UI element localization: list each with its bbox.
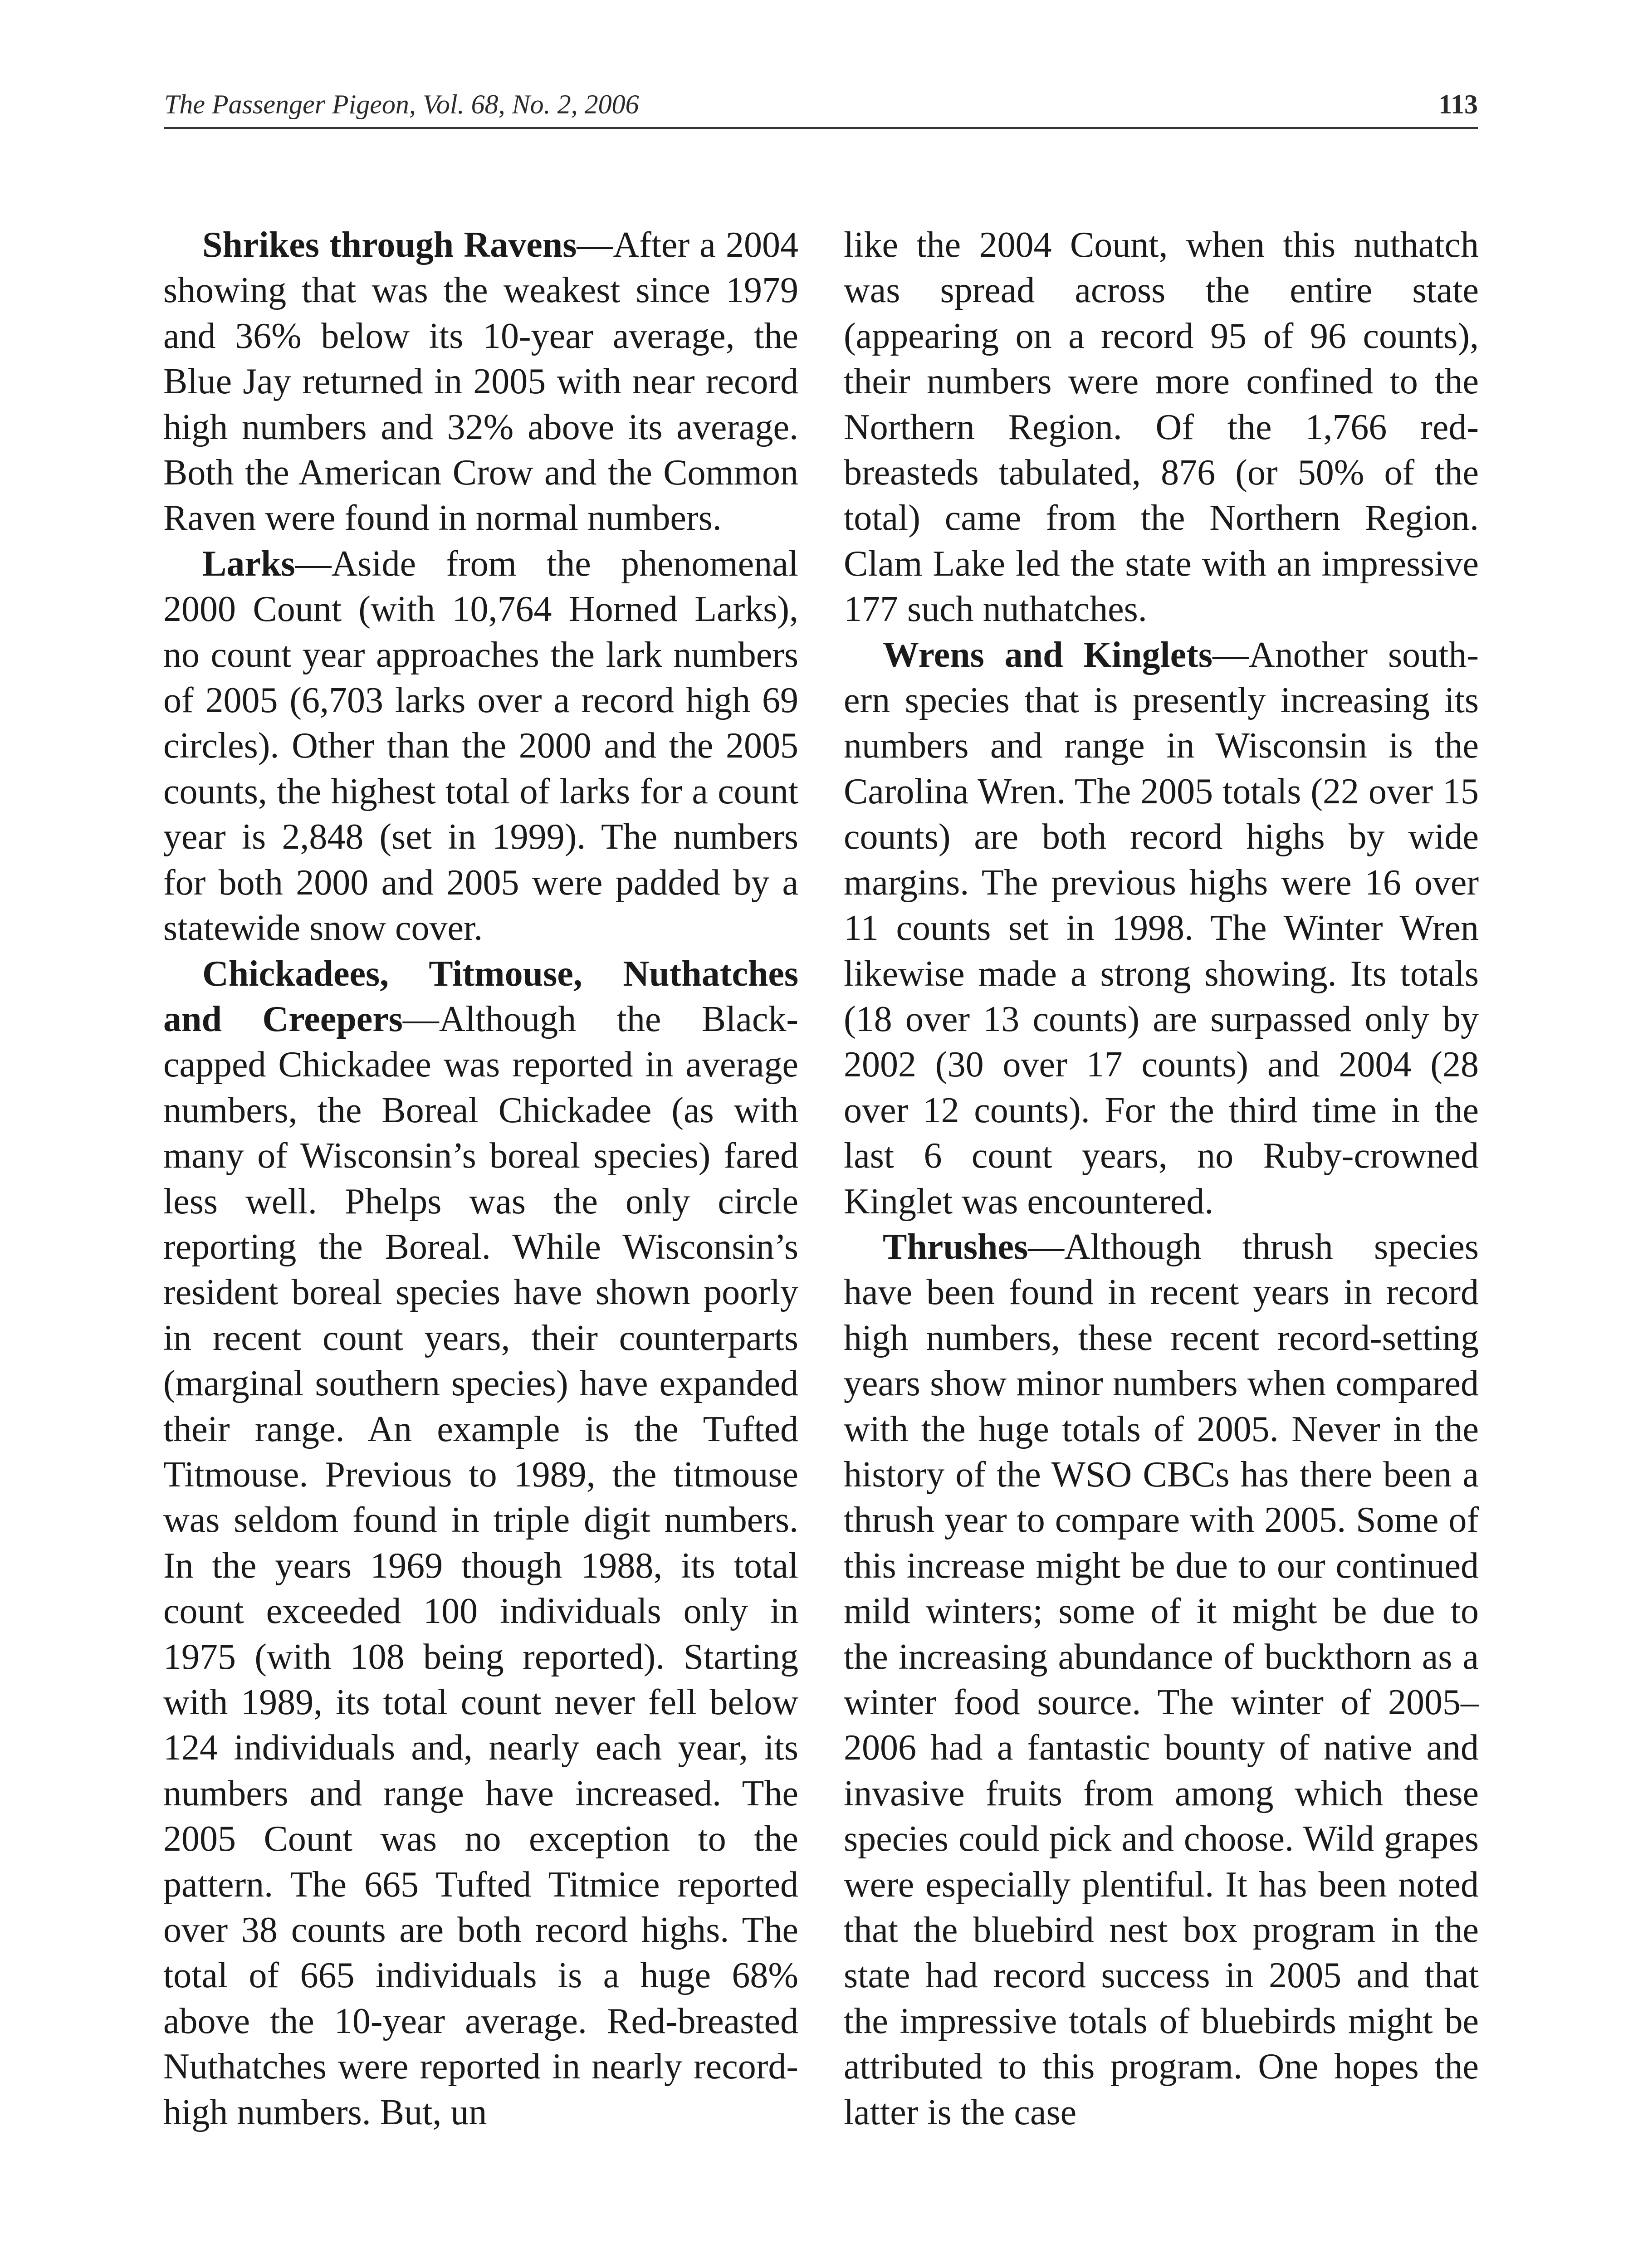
paragraph-wrens-and-kinglets	[844, 632, 1479, 1224]
paragraph-larks	[163, 541, 798, 951]
paragraph-body: —After a 2004 showing that was the weakest since 1979 and 36% below its 10-year average, the Blue Jay returned in 2005 with near record high numbers and 32% above its average. Both the American Crow and the Common Raven were found in normal numbers.	[163, 225, 799, 538]
page-number: 113	[1438, 89, 1478, 119]
section-heading-shrikes-through-ravens: Shrikes through Ravens	[202, 225, 577, 265]
running-head	[164, 86, 1478, 129]
section-heading-wrens-and-kinglets: Wrens and Kinglets	[883, 635, 1213, 675]
journal-citation: The Passenger Pigeon, Vol. 68, No. 2, 2006	[164, 89, 639, 119]
paragraph-shrikes-through-ravens	[163, 222, 798, 541]
section-heading-thrushes: Thrushes	[883, 1227, 1028, 1267]
paragraph-body: —Although thrush species have been found in recent years in record high numbers, these recent record-setting years show minor numbers when compared with the huge totals of 2005. Never in the history of the WSO CBCs has there been a thrush year to compare with 2005. Some of this increase might be due to our continued mild winters; some of it might be due to the increasing abundance of buckthorn as a winter food source. The winter of 2005–2006 had a fantastic bounty of native and invasive fruits from among which these species could pick and choose. Wild grapes were especially plentiful. It has been noted that the bluebird nest box program in the state had record success in 2005 and that the impressive totals of bluebirds might be attributed to this program. One hopes the latter is the case	[844, 1227, 1479, 2132]
section-heading-larks: Larks	[202, 543, 295, 584]
paragraph-continued	[844, 222, 1479, 632]
paragraph-body: —Another southern species that is presently increasing its numbers and range in Wisconsin is the Carolina Wren. The 2005 totals (22 over 15 counts) are both record highs by wide margins. The previous highs were 16 over 11 counts set in 1998. The Winter Wren likewise made a strong showing. Its totals (18 over 13 counts) are surpassed only by 2002 (30 over 17 counts) and 2004 (28 over 12 counts). For the third time in the last 6 count years, no Ruby-crowned Kinglet was encountered.	[844, 635, 1479, 1222]
right-column	[844, 222, 1479, 2135]
section-heading-chickadees: Chickadees, Titmouse, Nuthatches and Creepers	[163, 953, 798, 1039]
paragraph-thrushes	[844, 1224, 1479, 2135]
paragraph-body: like the 2004 Count, when this nuthatch was spread across the entire state (appearing on a record 95 of 96 counts), their numbers were more confined to the Northern Region. Of the 1,766 red-breasteds tabulated, 876 (or 50% of the total) came from the Northern Region. Clam Lake led the state with an impressive 177 such nuthatches.	[844, 225, 1479, 630]
paragraph-body: —Although the Black-capped Chickadee was reported in average numbers, the Boreal Chickadee (as with many of Wisconsin’s boreal species) fared less well. Phelps was the only circle reporting the Boreal. While Wisconsin’s resident boreal species have shown poorly in recent count years, their counterparts (marginal southern species) have expanded their range. An example is the Tufted Titmouse. Previous to 1989, the titmouse was seldom found in triple digit numbers. In the years 1969 though 1988, its total count exceeded 100 individuals only in 1975 (with 108 being reported). Starting with 1989, its total count never fell below 124 individuals and, nearly each year, its numbers and range have increased. The 2005 Count was no exception to the pattern. The 665 Tufted Titmice reported over 38 counts are both record highs. The total of 665 individuals is a huge 68% above the 10-year average. Red-breasted Nuthatches were reported in nearly record-high numbers. But, un	[163, 999, 798, 2132]
left-column	[163, 222, 798, 2135]
paragraph-body: —Aside from the phenomenal 2000 Count (with 10,764 Horned Larks), no count year approaches the lark numbers of 2005 (6,703 larks over a record high 69 circles). Other than the 2000 and the 2005 counts, the highest total of larks for a count year is 2,848 (set in 1999). The numbers for both 2000 and 2005 were padded by a statewide snow cover.	[163, 543, 798, 948]
paragraph-chickadees	[163, 951, 798, 2136]
